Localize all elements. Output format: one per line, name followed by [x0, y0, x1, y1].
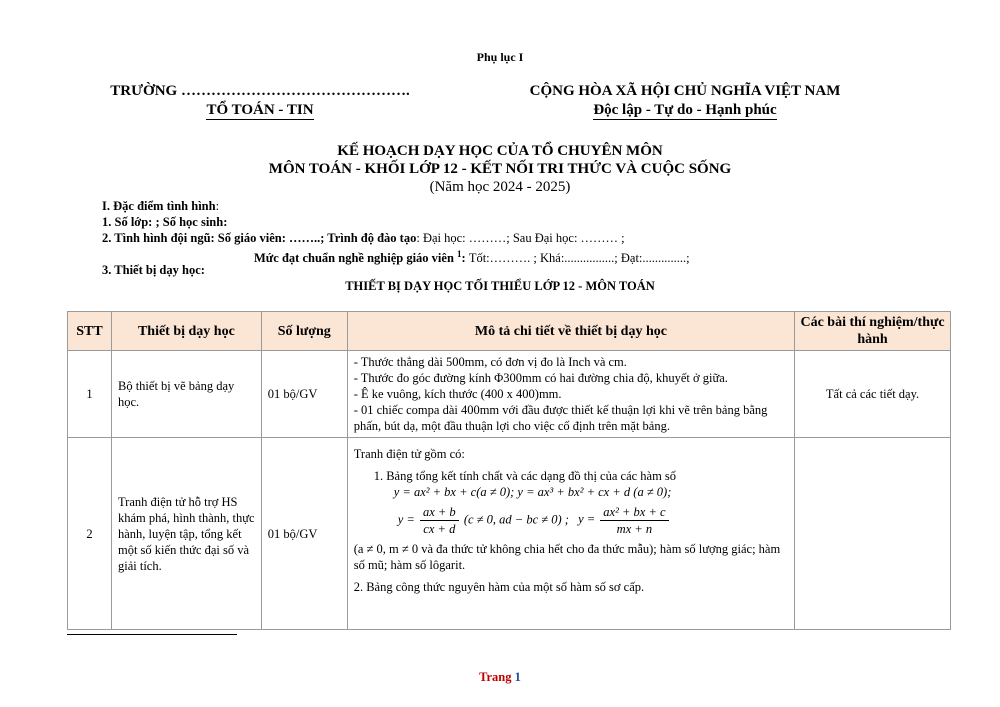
- document-title: [0, 142, 1000, 196]
- class-count-line: 1. Số lớp: ; Số học sinh:: [102, 215, 228, 229]
- page-number: [0, 670, 1000, 685]
- title-line-2: MÔN TOÁN - KHỐI LỚP 12 - KẾT NỐI TRI THỨC VÀ CUỘC SỐNG: [268, 161, 732, 177]
- footnote-divider: [67, 634, 237, 635]
- standard-line: Mức đạt chuẩn nghề nghiệp giáo viên $^1$: Tốt:………. ; Khá:................; Đạt:..............;: [254, 249, 690, 266]
- table-title: THIẾT BỊ DẠY HỌC TỐI THIỂU LỚP 12 - MÔN TOÁN: [345, 279, 655, 293]
- school-line: TRƯỜNG ……………………………………….: [110, 83, 410, 99]
- fraction: $\frac{\text{ax² + bx + c}}{mx + n}$: [600, 504, 668, 537]
- cell-description: [347, 438, 794, 630]
- fraction: $\frac{ax + b}{cx + d}$: [420, 504, 459, 537]
- national-header: [480, 82, 890, 120]
- cell-quantity: 01 bộ/GV: [261, 351, 347, 438]
- desc-item-1: 1. Bảng tổng kết tính chất và các dạng đồ thị của các hàm số: [373, 469, 677, 483]
- header-device: Thiết bị dạy học: [111, 312, 261, 351]
- desc-line: - Thước đo góc đường kính Φ300mm có hai đường chia độ, khuyết ở giữa.: [353, 371, 728, 385]
- desc-intro: Tranh điện tử gồm có:: [353, 447, 465, 461]
- cell-stt: 1: [68, 351, 112, 438]
- school-year: (Năm học 2024 - 2025): [429, 179, 571, 195]
- section-1-heading: I. Đặc điểm tình hình:: [102, 199, 220, 213]
- cell-device: Bộ thiết bị vẽ bảng dạy học.: [111, 351, 261, 438]
- formula-rational: y = $\frac{ax + b}{cx + d}$ (c ≠ 0, ad − bc ≠ 0) ; y = $\frac{\text{ax² + bx + c}}{mx + n}$: [354, 504, 788, 537]
- desc-note: (a ≠ 0, m ≠ 0 và đa thức tử không chia hết cho đa thức mẫu); hàm số lượng giác; hàm số mũ; hàm số lôgarit.: [353, 542, 781, 572]
- country-line: CỘNG HÒA XÃ HỘI CHỦ NGHĨA VIỆT NAM: [529, 83, 841, 99]
- desc-line: - 01 chiếc compa dài 400mm với đầu được thiết kế thuận lợi khi vẽ trên bảng bằng phấn, bút dạ, một đầu thuận lợi cho việc cố định trên mặt bảng.: [353, 403, 768, 433]
- cell-description: [347, 351, 794, 438]
- desc-line: - Thước thẳng dài 500mm, có đơn vị đo là Inch và cm.: [353, 355, 627, 369]
- table-header-row: [68, 312, 951, 351]
- header-experiments: Các bài thí nghiệm/thực hành: [795, 312, 951, 351]
- department-line: TỔ TOÁN - TIN: [206, 102, 314, 118]
- cell-stt: 2: [68, 438, 112, 630]
- desc-item-2: 2. Bảng công thức nguyên hàm của một số hàm số sơ cấp.: [353, 580, 645, 594]
- page-number-value: 1: [514, 670, 521, 684]
- appendix-label: Phụ lục I: [476, 50, 524, 64]
- formula-polynomial: y = ax² + bx + c(a ≠ 0); y = ax³ + bx² + cx + d (a ≠ 0);: [393, 485, 672, 499]
- staff-line: 2. Tình hình đội ngũ: Số giáo viên: ……..; Trình độ đào tạo: Đại học: ………; Sau Đại học: ……… ;: [102, 231, 625, 245]
- cell-device: Tranh điện tử hỗ trợ HS khám phá, hình thành, thực hành, luyện tập, tổng kết một số kiến thức đại số và giải tích.: [111, 438, 261, 630]
- school-header: [60, 82, 460, 120]
- header-stt: STT: [68, 312, 112, 351]
- title-line-1: KẾ HOẠCH DẠY HỌC CỦA TỔ CHUYÊN MÔN: [337, 143, 663, 159]
- table-row: [68, 351, 951, 438]
- equipment-heading: 3. Thiết bị dạy học:: [102, 263, 205, 277]
- motto-line: Độc lập - Tự do - Hạnh phúc: [593, 102, 777, 118]
- header-description: Mô tả chi tiết về thiết bị dạy học: [347, 312, 794, 351]
- equipment-table: [67, 311, 951, 630]
- cell-quantity: 01 bộ/GV: [261, 438, 347, 630]
- header-quantity: Số lượng: [261, 312, 347, 351]
- table-row: [68, 438, 951, 630]
- cell-experiments: [795, 438, 951, 630]
- cell-experiments: Tất cả các tiết dạy.: [795, 351, 951, 438]
- desc-line: - Ê ke vuông, kích thước (400 x 400)mm.: [353, 387, 562, 401]
- page-word: Trang: [479, 670, 512, 684]
